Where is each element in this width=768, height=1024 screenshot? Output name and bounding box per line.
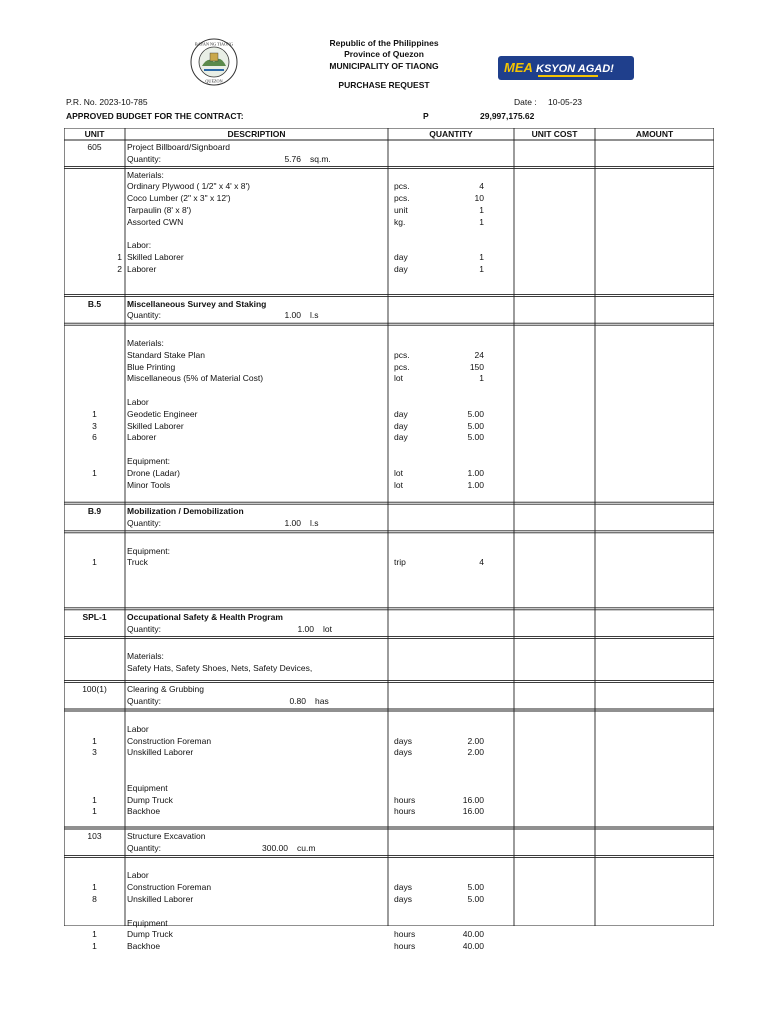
line-unit-count: 1: [92, 882, 97, 893]
line-unit-count: 1: [92, 929, 97, 940]
line-unit: pcs.: [394, 181, 410, 192]
line-quantity: 1: [479, 252, 484, 263]
line-description: Equipment: [127, 782, 168, 793]
line-unit: days: [394, 894, 412, 904]
line-unit: days: [394, 882, 412, 893]
purchase-request-table: [64, 128, 714, 952]
item-quantity-unit: l.s: [310, 310, 319, 321]
line-unit: days: [394, 735, 412, 746]
line-quantity: 5.00: [467, 432, 484, 443]
column-header-quantity: QUANTITY: [429, 129, 473, 139]
line-description: Coco Lumber (2" x 3" x 12'): [127, 193, 231, 204]
line-description: Minor Tools: [127, 479, 171, 490]
line-unit-count: 1: [117, 252, 122, 263]
abc-value: 29,997,175.62: [480, 111, 535, 121]
line-quantity: 1.00: [467, 467, 484, 478]
item-quantity-label: Quantity:: [127, 696, 162, 707]
line-description: Construction Foreman: [127, 882, 212, 893]
item-title: Occupational Safety & Health Program: [127, 611, 283, 622]
item-quantity-unit: l.s: [310, 518, 319, 528]
line-description: Equipment:: [127, 545, 170, 556]
item-unit-code: 103: [87, 831, 102, 841]
line-description: Skilled Laborer: [127, 252, 184, 263]
line-description: Laborer: [127, 432, 157, 443]
line-description: Laborer: [127, 264, 157, 274]
line-unit: lot: [394, 479, 403, 490]
line-unit: days: [394, 747, 412, 758]
item-unit-code: B.5: [87, 298, 102, 309]
line-quantity: 1: [479, 216, 484, 227]
line-unit: unit: [394, 205, 408, 215]
line-description: Labor: [127, 723, 149, 734]
line-description: Ordinary Plywood ( 1/2" x 4' x 8'): [127, 181, 250, 192]
line-quantity: 24: [474, 349, 484, 360]
item-quantity-label: Quantity:: [127, 623, 162, 634]
svg-text:KSYON AGAD!: KSYON AGAD!: [536, 63, 614, 75]
line-unit-count: 6: [92, 432, 97, 443]
line-unit-count: 1: [92, 557, 97, 568]
line-unit: lot: [394, 373, 403, 384]
line-quantity: 10: [474, 193, 484, 204]
line-description: Backhoe: [127, 941, 161, 952]
line-quantity: 2.00: [467, 747, 484, 758]
line-quantity: 2.00: [467, 735, 484, 746]
svg-text:MEA: MEA: [504, 60, 533, 75]
item-title: Mobilization / Demobilization: [127, 506, 244, 517]
line-quantity: 1: [479, 264, 484, 274]
line-unit-count: 1: [92, 794, 97, 805]
item-title: Project Billboard/Signboard: [127, 142, 231, 152]
line-quantity: 1.00: [467, 479, 484, 490]
line-description: Drone (Ladar): [127, 467, 180, 478]
line-description: Truck: [127, 557, 148, 568]
line-description: Standard Stake Plan: [127, 349, 205, 360]
line-quantity: 5.00: [467, 420, 484, 431]
column-header-unit-cost: UNIT COST: [531, 129, 578, 139]
line-unit: day: [394, 420, 408, 431]
header-line-republic: Republic of the Philippines: [329, 38, 439, 48]
line-description: Unskilled Laborer: [127, 894, 194, 904]
line-unit: kg.: [394, 216, 406, 227]
line-unit: lot: [394, 467, 403, 478]
line-description: Equipment:: [127, 456, 170, 466]
line-description: Materials:: [127, 169, 164, 180]
line-description: Labor: [127, 870, 149, 881]
line-quantity: 16.00: [462, 794, 484, 805]
line-quantity: 1: [479, 205, 484, 215]
item-quantity-value: 1.00: [284, 518, 301, 528]
item-quantity-unit: sq.m.: [310, 153, 331, 164]
item-title: Structure Excavation: [127, 831, 206, 841]
line-unit: hours: [394, 929, 416, 940]
item-unit-code: B.9: [87, 506, 102, 517]
line-description: Construction Foreman: [127, 735, 212, 746]
line-description: Dump Truck: [127, 929, 173, 940]
line-unit-count: 2: [117, 264, 122, 274]
item-quantity-value: 0.80: [289, 696, 306, 707]
item-quantity-value: 1.00: [297, 623, 314, 634]
item-quantity-label: Quantity:: [127, 842, 162, 853]
item-quantity-label: Quantity:: [127, 518, 162, 528]
line-unit: hours: [394, 794, 416, 805]
line-unit: day: [394, 408, 408, 419]
line-quantity: 5.00: [467, 894, 484, 904]
line-unit-count: 8: [92, 894, 97, 904]
line-description: Materials:: [127, 338, 164, 348]
line-description: Geodetic Engineer: [127, 408, 198, 419]
line-description: Blue Printing: [127, 361, 176, 372]
line-unit-count: 1: [92, 735, 97, 746]
line-description: Unskilled Laborer: [127, 747, 194, 758]
line-unit-count: 1: [92, 408, 97, 419]
item-quantity-unit: lot: [323, 623, 332, 634]
abc-label: APPROVED BUDGET FOR THE CONTRACT:: [66, 111, 244, 121]
line-unit: trip: [394, 557, 406, 568]
header-line-province: Province of Quezon: [344, 49, 424, 59]
line-description: Safety Hats, Safety Shoes, Nets, Safety Devices,: [127, 663, 313, 673]
line-quantity: 16.00: [462, 806, 484, 817]
column-header-unit: UNIT: [84, 129, 105, 139]
item-quantity-label: Quantity:: [127, 310, 162, 321]
line-quantity: 1: [479, 373, 484, 384]
line-quantity: 40.00: [462, 941, 484, 952]
pr-number: P.R. No. 2023-10-785: [66, 97, 148, 107]
line-quantity: 40.00: [462, 929, 484, 940]
line-description: Skilled Laborer: [127, 420, 184, 431]
line-unit-count: 3: [92, 747, 97, 758]
abc-currency: P: [423, 111, 429, 121]
item-quantity-unit: cu.m: [297, 842, 316, 853]
line-unit: day: [394, 252, 408, 263]
line-quantity: 5.00: [467, 408, 484, 419]
item-title: Miscellaneous Survey and Staking: [127, 298, 267, 309]
column-header-description: DESCRIPTION: [227, 129, 286, 139]
header-line-municipality: MUNICIPALITY OF TIAONG: [329, 61, 439, 71]
item-quantity-label: Quantity:: [127, 153, 162, 164]
meaksyon-agad-logo-icon: [498, 56, 634, 80]
line-unit: pcs.: [394, 349, 410, 360]
item-quantity-unit: has: [315, 696, 329, 707]
svg-text:QUEZON: QUEZON: [205, 78, 223, 84]
item-quantity-value: 300.00: [262, 842, 288, 853]
line-quantity: 4: [479, 557, 484, 568]
date-value: 10-05-23: [548, 97, 583, 107]
line-description: Equipment: [127, 917, 168, 928]
line-description: Assorted CWN: [127, 216, 184, 227]
item-unit-code: SPL-1: [82, 611, 107, 622]
item-unit-code: 605: [87, 142, 102, 152]
line-description: Backhoe: [127, 806, 161, 817]
line-description: Miscellaneous (5% of Material Cost): [127, 373, 264, 384]
line-unit-count: 1: [92, 941, 97, 952]
line-quantity: 5.00: [467, 882, 484, 893]
line-unit: day: [394, 264, 408, 274]
svg-text:BAYAN NG TIAONG: BAYAN NG TIAONG: [194, 41, 234, 47]
item-title: Clearing & Grubbing: [127, 684, 205, 695]
line-description: Materials:: [127, 651, 164, 662]
municipal-seal-icon: [190, 38, 238, 86]
line-description: Dump Truck: [127, 794, 173, 805]
line-quantity: 150: [469, 361, 484, 372]
line-unit: day: [394, 432, 408, 443]
line-quantity: 4: [479, 181, 484, 192]
date-label: Date :: [514, 97, 537, 107]
item-quantity-value: 1.00: [284, 310, 301, 321]
line-unit: hours: [394, 941, 416, 952]
line-unit-count: 1: [92, 806, 97, 817]
line-unit-count: 1: [92, 467, 97, 478]
line-unit: pcs.: [394, 361, 410, 372]
line-unit-count: 3: [92, 420, 97, 431]
column-header-amount: AMOUNT: [635, 129, 674, 139]
line-description: Tarpaulin (8' x 8'): [127, 205, 192, 215]
item-quantity-value: 5.76: [284, 153, 301, 164]
document-title: PURCHASE REQUEST: [338, 80, 430, 90]
item-unit-code: 100(1): [82, 684, 107, 695]
line-unit: hours: [394, 806, 416, 817]
line-description: Labor:: [127, 240, 152, 251]
line-description: Labor: [127, 397, 149, 407]
line-unit: pcs.: [394, 193, 410, 204]
